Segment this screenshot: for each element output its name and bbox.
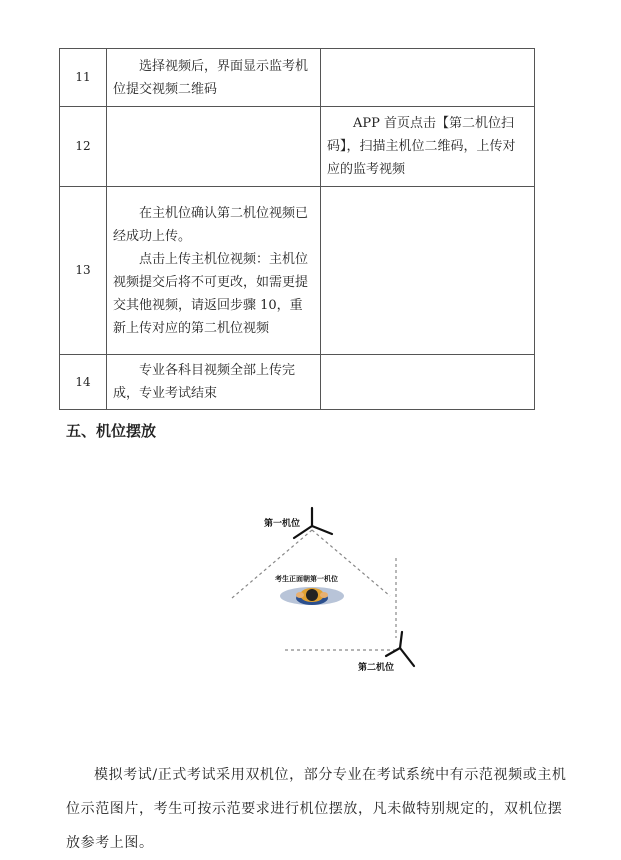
cell-text: 选择视频后，界面显示监考机位提交视频二维码: [113, 58, 309, 97]
step-number: 12: [60, 107, 107, 187]
step-app-action: [321, 49, 535, 107]
cell-text: 在主机位确认第二机位视频已经成功上传。: [113, 205, 309, 244]
table-row: [60, 49, 535, 107]
cell-text: 点击上传主机位视频：主机位视频提交后将不可更改，如需更提交其他视频，请返回步骤 10，重新上传对应的第二机位视频: [113, 251, 309, 336]
camera2-label: 第二机位: [358, 663, 395, 673]
table-row: [60, 187, 535, 355]
placement-description: 模拟考试/正式考试采用双机位，部分专业在考试系统中有示范视频或主机位示范图片，考生可按示范要求进行机位摆放，凡未做特别规定的，双机位摆放参考上图。: [66, 767, 567, 851]
table-row: [60, 107, 535, 187]
camera1-label: 第一机位: [264, 519, 301, 529]
candidate-person-icon: [280, 587, 344, 605]
diagram-svg: [220, 498, 440, 683]
table-row: [60, 355, 535, 410]
steps-table: [59, 48, 535, 410]
step-number: 11: [60, 49, 107, 107]
step-app-action: [321, 187, 535, 355]
cell-text: APP 首页点击【第二机位扫码】，扫描主机位二维码，上传对应的监考视频: [327, 116, 516, 177]
section-title: 五、机位摆放: [66, 422, 157, 440]
camera1-view-line-right: [312, 530, 390, 596]
step-number: 14: [60, 355, 107, 410]
person-label: 考生正面朝第一机位: [275, 575, 338, 583]
camera2-tripod-icon: [386, 632, 414, 666]
step-host-action: [107, 187, 321, 355]
step-host-action: [107, 107, 321, 187]
camera-placement-diagram: [220, 498, 440, 683]
cell-text: 专业各科目视频全部上传完成，专业考试结束: [113, 363, 296, 401]
step-number: 13: [60, 187, 107, 355]
step-host-action: [107, 355, 321, 410]
step-app-action: [321, 355, 535, 410]
step-host-action: [107, 49, 321, 107]
step-app-action: [321, 107, 535, 187]
